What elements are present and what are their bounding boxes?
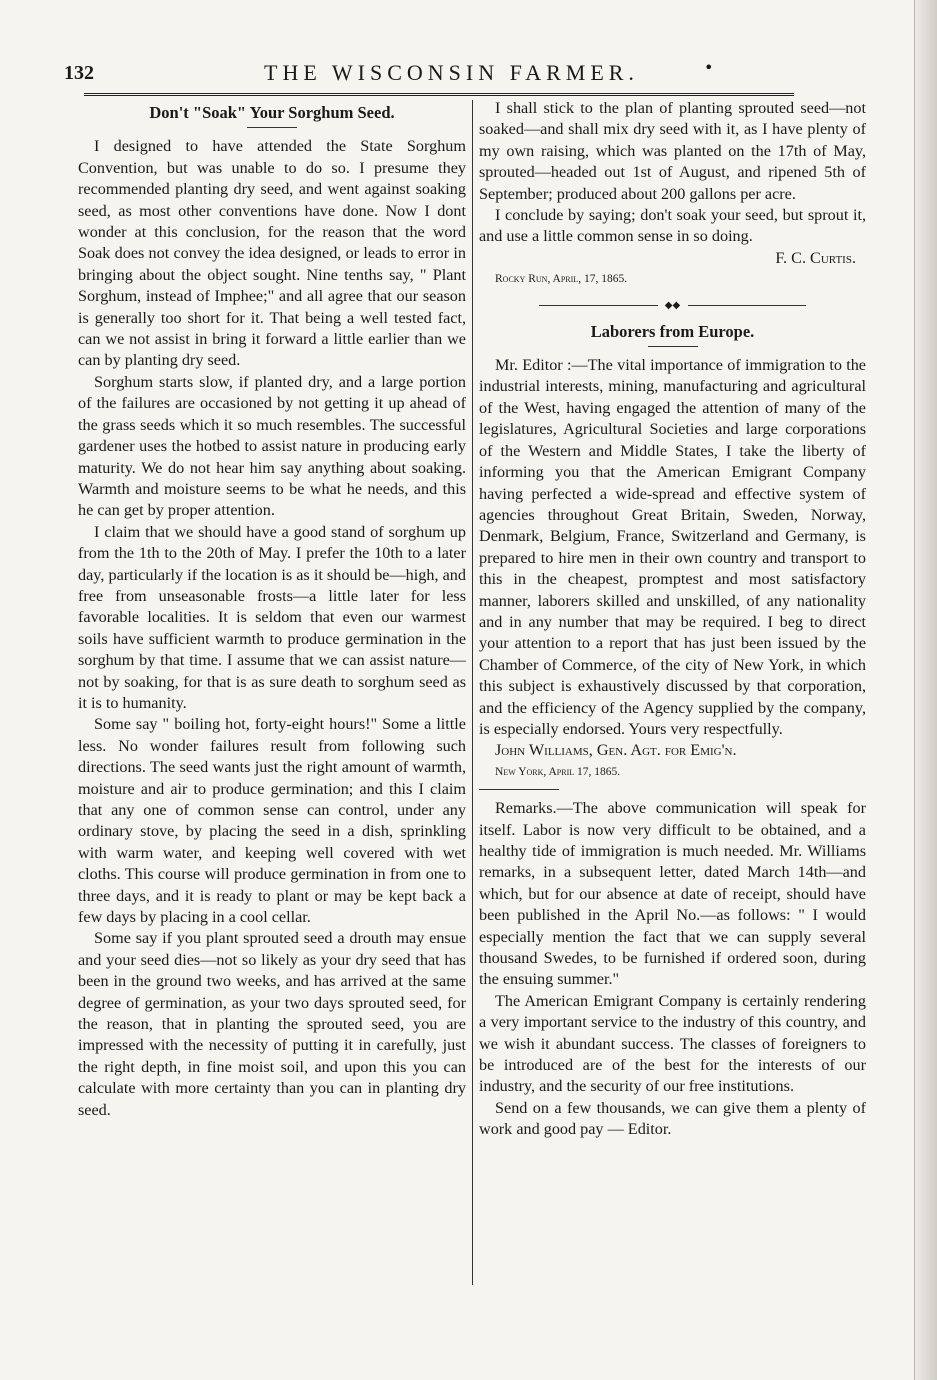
paragraph: Remarks.—The above communication will speak for itself. Labor is now very difficult to be obtained, and a healthy tide of immigration is much needed. Mr. Williams remarks, in a subsequent letter, dated March 14th—and which, but for our absence at date of receipt, should have been published in the April No.—as follows: " I would especially mention the fact that we can supply several thousand Swedes, to be furnished if ordered soon, during the ensuing summer." xyxy=(479,799,866,989)
paragraph: Sorghum starts slow, if planted dry, and a large portion of the failures are occasioned by not getting it up ahead of the grass seeds which it so much resembles. The successful gardener uses the hotbed to assist nature in producing early maturity. We do not hear him say anything about soaking. Warmth and moisture seems to be what he needs, and this he can get by proper attention. xyxy=(78,372,466,520)
dateline-rocky-run: Rocky Run, April, 17, 1865. xyxy=(495,273,628,286)
title-rule xyxy=(247,127,297,128)
header-rule xyxy=(84,93,794,96)
right-column xyxy=(479,98,866,1141)
paragraph: I shall stick to the plan of planting sprouted seed—not soaked—and shall mix dry seed with it, as I have plenty of my own raising, which was planted on the 17th of May, sprouted—headed out 1st of August, and ripened 5th of September; produced about 200 gallons per acre. xyxy=(479,99,866,203)
column-divider xyxy=(472,100,473,1285)
left-column xyxy=(78,100,466,1121)
article-title-sorghum: Don't "Soak" Your Sorghum Seed. xyxy=(149,103,395,122)
paragraph: I designed to have attended the State Sorghum Convention, but was unable to do so. I presume they recommended planting dry seed, and went against soaking seed, as most other conventions have done. Now I dont wonder at this conclusion, for the reason that the word Soak does not convey the idea designed, or leads to error in bringing about the object sought. Nine tenths say, " Plant Sorghum, instead of Imphee;" and all agree that our season is generally too short for it. That being a well tested fact, can we not assist in bring it forward a little earlier than we can by planting dry seed. xyxy=(78,137,466,370)
page-edge xyxy=(914,0,937,1380)
paragraph: The American Emigrant Company is certainly rendering a very important service to the industry of this country, and we wish it abundant success. The classes of foreigners to be introduced are of the best for the interests of our industry, and the security of our free institutions. xyxy=(479,991,866,1096)
paragraph: I conclude by saying; don't soak your seed, but sprout it, and use a little common sense in so doing. xyxy=(479,206,866,246)
signature-curtis: F. C. Curtis. xyxy=(775,248,856,267)
title-rule xyxy=(648,346,698,347)
paragraph: Send on a few thousands, we can give them a plenty of work and good pay — Editor. xyxy=(479,1098,866,1139)
page-header xyxy=(64,60,804,90)
paragraph: Some say if you plant sprouted seed a drouth may ensue and your seed dies—not so likely as your dry seed that has been in the ground two weeks, and has arrived at the same degree of germination, as your two days sprouted seed, for the reason, that in planting the sprouted seed, you are impressed with the necessity of putting it in carefully, just the right depth, in fine moist soil, and upon this you can calculate with more certainty than you can in planting dry seed. xyxy=(78,929,466,1119)
paragraph: Mr. Editor :—The vital importance of immigration to the industrial interests, mining, manufacturing and agricultural of the West, having engaged the attention of many of the legislatures, Agricultural Societies and large corporations of the Western and Middle States, I take the liberty of informing you that the American Emigrant Company having perfected a wide-spread and effective system of agencies throughout Great Britain, Sweden, Norway, Denmark, Belgium, France, Switzerland and Germany, is prepared to hire men in their own country and transport to this in the cheapest, promptest and most satisfactory manner, laborers skilled and unskilled, of any nationality and in any number that may be required. I beg to direct your attention to a report that has just been issued by the Chamber of Commerce, of the city of New York, in which this subject is exhaustively discussed by that corporation, and the efficiency of the Agency supplied by the company, is especially endorsed. Yours very respectfully. xyxy=(479,356,866,738)
paragraph: Some say " boiling hot, forty-eight hours!" Some a little less. No wonder failures result from following such directions. The seed wants just the right amount of warmth, moisture and air to produce germination; and this I claim that any one of common sense can control, under any ordinary stove, by placing the seed in a dish, sprinkling with warm water, and keeping well covered with wet cloths. This course will produce germination in from one to three days, and it is ready to plant or may be kept back a few days by placing in a cool cellar. xyxy=(78,715,466,927)
dateline-new-york: New York, April 17, 1865. xyxy=(495,765,621,778)
header-mark: • xyxy=(704,58,714,77)
paragraph: I claim that we should have a good stand of sorghum up from the 1th to the 20th of May. I prefer the 10th to a later day, particularly if the location is as it should be—high, and free from unseasonable frosts—a little later for less favorable localities. It is seldom that even our warmest soils have sufficient warmth to produce germination in the sorghum by that time. I assume that we can assist nature—not by soaking, for that is as sure death to sorghum seed as it is to humanity. xyxy=(78,522,466,712)
ornament-divider: ◆◆ xyxy=(539,299,806,313)
article-title-laborers: Laborers from Europe. xyxy=(590,321,755,341)
signature-williams: John Williams, Gen. Agt. for Emig'n. xyxy=(495,741,737,760)
running-title: THE WISCONSIN FARMER. xyxy=(264,60,639,85)
section-rule xyxy=(479,789,559,790)
page-number: 132 xyxy=(64,62,94,84)
